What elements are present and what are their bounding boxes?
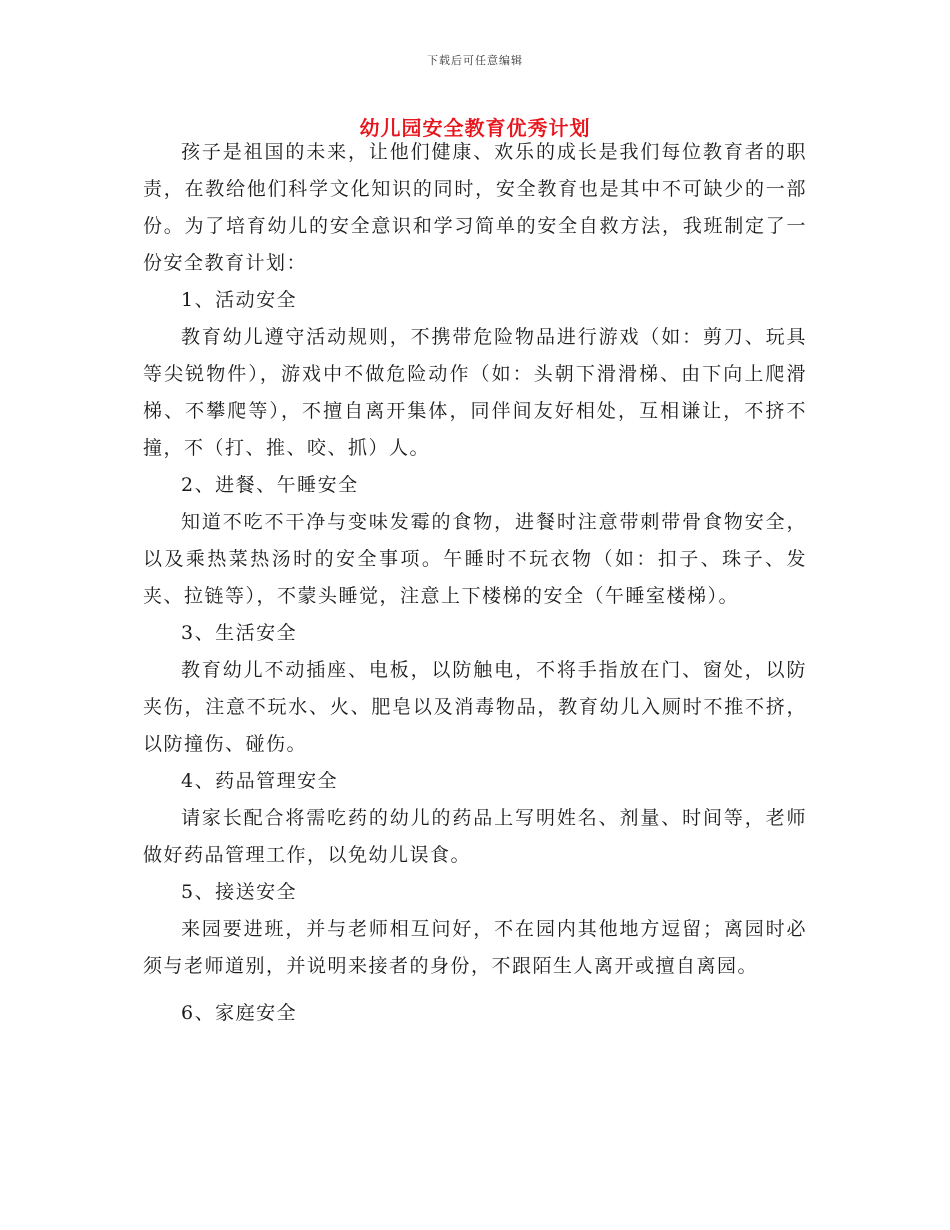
section-heading-medicine: 4、药品管理安全 <box>181 770 339 792</box>
page-header-note: 下载后可任意编辑 <box>427 54 523 67</box>
section-heading-pickup: 5、接送安全 <box>181 881 298 903</box>
document-title: 幼儿园安全教育优秀计划 <box>359 116 591 140</box>
section-text-pickup: 来园要进班，并与老师相互问好，不在园内其他地方逗留；离园时必须与老师道别，并说明来接者的身份，不跟陌生人离开或擅自离园。 <box>143 918 807 977</box>
section-text-meal-nap: 知道不吃不干净与变味发霉的食物，进餐时注意带刺带骨食物安全，以及乘热菜热汤时的安全事项。午睡时不玩衣物（如：扣子、珠子、发夹、拉链等），不蒙头睡觉，注意上下楼梯的安全（午睡室楼梯）。 <box>143 511 807 607</box>
section-heading-daily-life: 3、生活安全 <box>181 622 298 644</box>
section-heading-activity: 1、活动安全 <box>181 289 298 311</box>
intro-paragraph: 孩子是祖国的未来，让他们健康、欢乐的成长是我们每位教育者的职责，在教给他们科学文化知识的同时，安全教育也是其中不可缺少的一部份。为了培育幼儿的安全意识和学习简单的安全自救方法，我班制定了一份安全教育计划： <box>143 141 807 274</box>
document-body <box>143 134 807 1032</box>
section-heading-home: 6、家庭安全 <box>181 1002 298 1024</box>
section-text-medicine: 请家长配合将需吃药的幼儿的药品上写明姓名、剂量、时间等，老师做好药品管理工作，以免幼儿误食。 <box>143 807 807 866</box>
section-text-activity: 教育幼儿遵守活动规则，不携带危险物品进行游戏（如：剪刀、玩具等尖锐物件），游戏中不做危险动作（如：头朝下滑滑梯、由下向上爬滑梯、不攀爬等），不擅自离开集体，同伴间友好相处，互相谦让，不挤不撞，不（打、推、咬、抓）人。 <box>143 326 807 459</box>
section-text-daily-life: 教育幼儿不动插座、电板，以防触电，不将手指放在门、窗处，以防夹伤，注意不玩水、火、肥皂以及消毒物品，教育幼儿入厕时不推不挤，以防撞伤、碰伤。 <box>143 659 807 755</box>
section-heading-meal-nap: 2、进餐、午睡安全 <box>181 474 359 496</box>
